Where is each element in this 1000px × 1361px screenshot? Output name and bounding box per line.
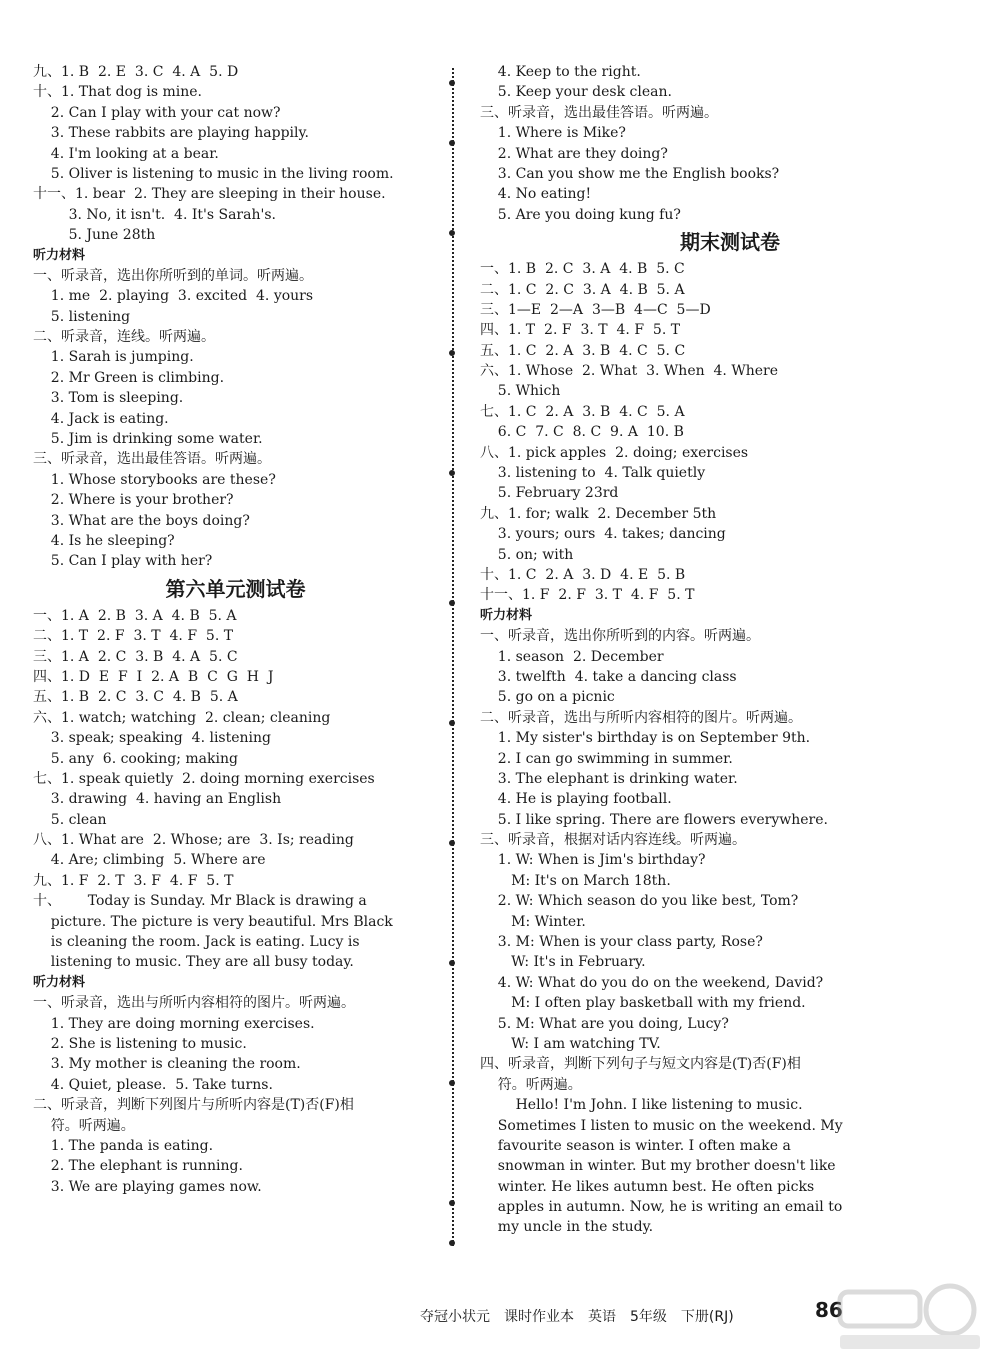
answer-line: 4. Jack is eating. [33, 410, 169, 427]
answer-line: 1. Where is Mike? [480, 125, 626, 142]
divider-dot [449, 140, 455, 146]
answer-line: 四、听录音，判断下列句子与短文内容是(T)否(F)相 [480, 1056, 801, 1073]
answer-line: 3. twelfth 4. take a dancing class [480, 668, 737, 685]
answer-line: 七、1. speak quietly 2. doing morning exercises [33, 770, 375, 787]
column-divider [452, 68, 454, 1246]
answer-line: 4. Keep to the right. [480, 64, 641, 80]
answer-line: 5. Oliver is listening to music in the living room. [33, 165, 394, 182]
answer-line: 二、听录音，判断下列图片与所听内容是(T)否(F)相 [33, 1097, 354, 1114]
answer-line: apples in autumn. Now, he is writing an email to [480, 1199, 843, 1216]
divider-dot [449, 1080, 455, 1086]
answer-line: 二、1. C 2. C 3. A 4. B 5. A [480, 281, 685, 298]
answer-line: 6. C 7. C 8. C 9. A 10. B [480, 424, 684, 441]
answer-line: 1. They are doing morning exercises. [33, 1015, 315, 1032]
answer-line: 5. Which [480, 383, 561, 400]
left-column [33, 62, 438, 1197]
answer-line: 2. I can go swimming in summer. [480, 750, 733, 767]
answer-line: 符。听两遍。 [480, 1076, 582, 1093]
divider-dot [449, 350, 455, 356]
footer-subject: 英语 [588, 1309, 616, 1325]
answer-line: 1. me 2. playing 3. excited 4. yours [33, 288, 314, 305]
answer-line: Sometimes I listen to music on the weekend. My [480, 1117, 843, 1134]
answer-line: picture. The picture is very beautiful. Mrs Black [33, 913, 393, 930]
answer-line: 2. Can I play with your cat now? [33, 104, 281, 121]
listening-material-heading: 听力材料 [480, 607, 533, 623]
answer-line: 2. She is listening to music. [33, 1035, 247, 1052]
answer-line: 5. M: What are you doing, Lucy? [480, 1015, 729, 1032]
answer-line: 5. Jim is drinking some water. [33, 431, 263, 448]
answer-line: 3. These rabbits are playing happily. [33, 125, 309, 142]
footer-book: 课时作业本 [504, 1309, 574, 1325]
answer-line: 5. on; with [480, 546, 574, 563]
answer-line: 5. I like spring. There are flowers everywhere. [480, 811, 828, 828]
answer-line: 三、听录音，选出最佳答语。听两遍。 [480, 104, 718, 121]
answer-line: 二、听录音，选出与所听内容相符的图片。听两遍。 [480, 709, 802, 726]
answer-line: M: I often play basketball with my friend. [480, 995, 806, 1012]
answer-line: 5. any 6. cooking; making [33, 750, 238, 767]
answer-line: 十一、1. F 2. F 3. T 4. F 5. T [480, 587, 695, 604]
divider-dot [449, 470, 455, 476]
answer-line: 一、1. A 2. B 3. A 4. B 5. A [33, 607, 237, 624]
answer-line: 1. Sarah is jumping. [33, 349, 194, 366]
answer-line: 八、1. What are 2. Whose; are 3. Is; reading [33, 832, 354, 849]
divider-dot [449, 1240, 455, 1246]
answer-line: 3. drawing 4. having an English [33, 791, 282, 808]
answer-line: 三、1. A 2. C 3. B 4. A 5. C [33, 648, 238, 665]
answer-line: 5. Keep your desk clean. [480, 84, 672, 101]
answer-line: 十、1. C 2. A 3. D 4. E 5. B [480, 566, 686, 583]
answer-line: my uncle in the study. [480, 1219, 654, 1236]
answer-line: 三、1—E 2—A 3—B 4—C 5—D [480, 301, 711, 318]
divider-dot [449, 230, 455, 236]
footer-volume: 下册(RJ) [680, 1309, 734, 1325]
divider-dot [449, 600, 455, 606]
answer-line: 1. season 2. December [480, 648, 664, 665]
answer-line: 3. We are playing games now. [33, 1178, 262, 1195]
answer-line: 2. The elephant is running. [33, 1158, 243, 1175]
answer-line: 八、1. pick apples 2. doing; exercises [480, 444, 749, 461]
answer-line: 一、1. B 2. C 3. A 4. B 5. C [480, 261, 685, 278]
answer-line: 二、听录音，连线。听两遍。 [33, 329, 215, 346]
answer-line: 1. The panda is eating. [33, 1137, 214, 1154]
answer-line: 3. The elephant is drinking water. [480, 770, 738, 787]
answer-line: 3. Tom is sleeping. [33, 390, 184, 407]
answer-line: 一、听录音，选出你所听到的内容。听两遍。 [480, 628, 760, 645]
answer-line: 六、1. Whose 2. What 3. When 4. Where [480, 363, 778, 380]
answer-line: 4. Are; climbing 5. Where are [33, 852, 266, 869]
answer-line: 3. What are the boys doing? [33, 512, 250, 529]
divider-dot [449, 1200, 455, 1206]
answer-line: 符。听两遍。 [33, 1117, 135, 1134]
answer-line: 九、1. B 2. E 3. C 4. A 5. D [33, 64, 239, 80]
watermark-logo [830, 1280, 990, 1355]
listening-material-heading: 听力材料 [33, 247, 86, 263]
answer-line: 1. W: When is Jim's birthday? [480, 852, 706, 869]
answer-line: winter. He likes autumn best. He often picks [480, 1178, 815, 1195]
listening-material-heading: 听力材料 [33, 974, 86, 990]
divider-dot [449, 80, 455, 86]
answer-line: M: Winter. [480, 913, 586, 930]
answer-line: 5. June 28th [33, 227, 156, 244]
answer-line: 一、听录音，选出与所听内容相符的图片。听两遍。 [33, 995, 355, 1012]
divider-dot [449, 720, 455, 726]
answer-line: 4. Quiet, please. 5. Take turns. [33, 1076, 273, 1093]
answer-line: 3. Can you show me the English books? [480, 165, 780, 182]
answer-line: 1. My sister's birthday is on September 9th. [480, 730, 811, 747]
answer-line: 3. listening to 4. Talk quietly [480, 465, 706, 482]
answer-line: Hello! I'm John. I like listening to music. [480, 1097, 803, 1114]
answer-line: 十一、1. bear 2. They are sleeping in their house. [33, 186, 386, 203]
answer-line: 三、听录音，根据对话内容连线。听两遍。 [480, 832, 746, 849]
right-column [480, 62, 980, 1238]
divider-dot [449, 840, 455, 846]
answer-line: 5. go on a picnic [480, 689, 615, 706]
answer-line: 六、1. watch; watching 2. clean; cleaning [33, 709, 331, 726]
answer-line: is cleaning the room. Jack is eating. Lucy is [33, 934, 360, 951]
section-title: 期末测试卷 [680, 230, 780, 255]
section-title: 第六单元测试卷 [165, 576, 306, 601]
answer-line: 十、1. That dog is mine. [33, 84, 203, 101]
answer-line: 五、1. C 2. A 3. B 4. C 5. C [480, 342, 686, 359]
answer-line: 5. February 23rd [480, 485, 619, 502]
footer-grade: 5年级 [630, 1309, 667, 1325]
answer-line: 一、听录音，选出你所听到的单词。听两遍。 [33, 267, 313, 284]
answer-line: 2. W: Which season do you like best, Tom? [480, 893, 799, 910]
answer-line: 4. Is he sleeping? [33, 532, 175, 549]
answer-line: 4. No eating! [480, 186, 592, 203]
answer-line: 五、1. B 2. C 3. C 4. B 5. A [33, 689, 238, 706]
answer-line: 七、1. C 2. A 3. B 4. C 5. A [480, 403, 685, 420]
answer-line: M: It's on March 18th. [480, 872, 671, 889]
answer-line: favourite season is winter. I often make a [480, 1137, 791, 1154]
answer-line: 十、 Today is Sunday. Mr Black is drawing a [33, 893, 367, 910]
answer-line: 5. clean [33, 811, 107, 828]
divider-dot [449, 960, 455, 966]
answer-line: 4. I'm looking at a bear. [33, 145, 219, 162]
answer-line: listening to music. They are all busy today. [33, 954, 354, 971]
answer-line: 4. He is playing football. [480, 791, 672, 808]
answer-line: 三、听录音，选出最佳答语。听两遍。 [33, 451, 271, 468]
answer-line: 5. Can I play with her? [33, 553, 213, 570]
footer-brand: 夺冠小状元 [420, 1309, 490, 1325]
answer-line: 3. No, it isn't. 4. It's Sarah's. [33, 206, 276, 223]
answer-line: 九、1. for; walk 2. December 5th [480, 505, 717, 522]
answer-line: 九、1. F 2. T 3. F 4. F 5. T [33, 872, 234, 889]
answer-line: 5. listening [33, 308, 131, 325]
answer-line: 3. M: When is your class party, Rose? [480, 934, 763, 951]
answer-line: 4. W: What do you do on the weekend, David? [480, 974, 824, 991]
page-number: 86 [815, 1298, 843, 1322]
answer-line: 2. Mr Green is climbing. [33, 369, 225, 386]
answer-line: 二、1. T 2. F 3. T 4. F 5. T [33, 628, 234, 645]
answer-line: 四、1. T 2. F 3. T 4. F 5. T [480, 322, 681, 339]
answer-line: 2. What are they doing? [480, 145, 668, 162]
answer-line: 3. My mother is cleaning the room. [33, 1056, 301, 1073]
answer-line: 2. Where is your brother? [33, 492, 234, 509]
answer-line: 3. yours; ours 4. takes; dancing [480, 526, 726, 543]
answer-line: snowman in winter. But my brother doesn't like [480, 1158, 836, 1175]
page-footer [420, 1306, 860, 1326]
answer-line: 1. Whose storybooks are these? [33, 471, 276, 488]
answer-line: 3. speak; speaking 4. listening [33, 730, 271, 747]
answer-line: W: It's in February. [480, 954, 646, 971]
answer-line: W: I am watching TV. [480, 1035, 661, 1052]
answer-line: 5. Are you doing kung fu? [480, 206, 681, 223]
answer-line: 四、1. D E F I 2. A B C G H J [33, 668, 274, 685]
